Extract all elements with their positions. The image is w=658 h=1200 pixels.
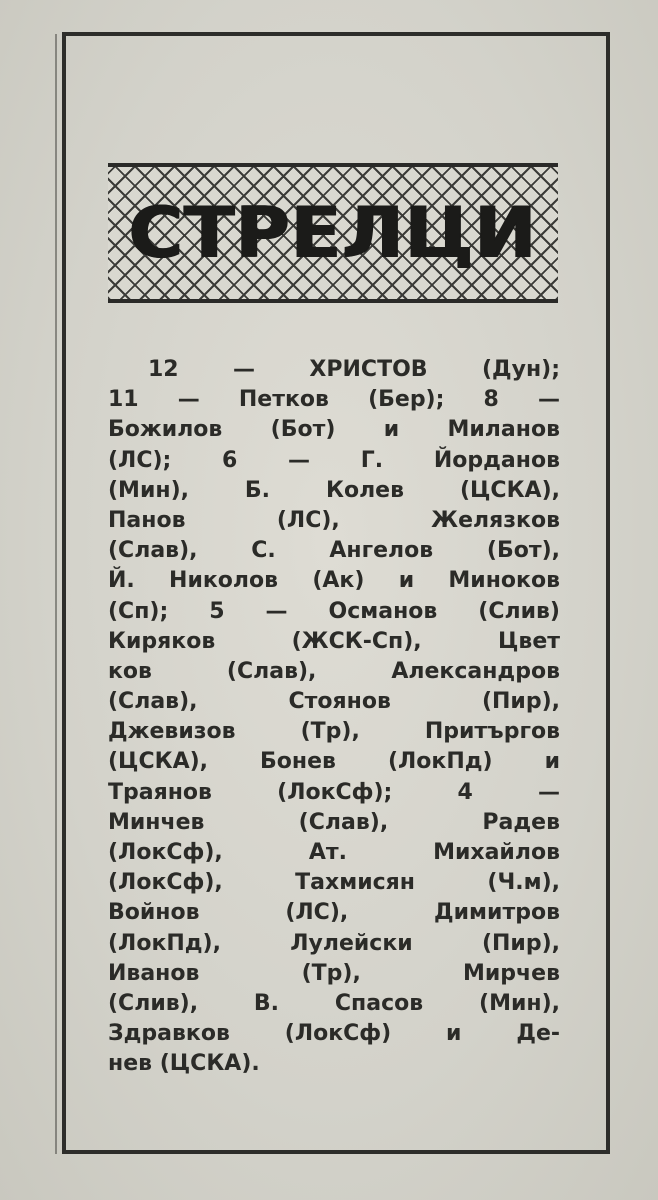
article-line: (Сп); 5 — Османов (Слив)	[108, 598, 560, 624]
article-line: нев (ЦСКА).	[108, 1051, 260, 1077]
article-line: (ЛокСф), Ат. Михайлов	[108, 840, 560, 865]
article-line: Й. Николов (Ак) и Миноков	[108, 568, 560, 594]
article-line: (ЦСКА), Бонев (ЛокПд) и	[108, 749, 560, 775]
article-line: (ЛС); 6 — Г. Йорданов	[108, 447, 560, 473]
article-line: (Слив), В. Спасов (Мин),	[108, 990, 560, 1016]
article-line: ков (Слав), Александров	[108, 658, 560, 684]
article-line: Войнов (ЛС), Димитров	[108, 900, 560, 926]
article-line: Джевизов (Тр), Притъргов	[108, 719, 560, 745]
article-line: Минчев (Слав), Радев	[108, 809, 560, 835]
article-line: (ЛокПд), Лулейски (Пир),	[108, 930, 560, 956]
article-line: 12 — ХРИСТОВ (Дун);	[148, 357, 560, 382]
crosshatch-header-banner	[108, 163, 558, 303]
frame-shadow-line	[55, 34, 57, 1154]
article-line: (ЛокСф), Тахмисян (Ч.м),	[108, 870, 560, 896]
article-line: Киряков (ЖСК-Сп), Цвет	[108, 628, 560, 654]
page-title: СТРЕЛЦИ	[128, 192, 538, 274]
article-line: Иванов (Тр), Мирчев	[108, 960, 560, 986]
article-line: (Мин), Б. Колев (ЦСКА),	[108, 477, 560, 503]
article-line: Траянов (ЛокСф); 4 —	[108, 779, 560, 805]
article-line: 11 — Петков (Бер); 8 —	[108, 387, 560, 413]
article-line: (Слав), С. Ангелов (Бот),	[108, 538, 560, 564]
article-line: Здравков (ЛокСф) и Де-	[108, 1021, 560, 1047]
article-line: Панов (ЛС), Желязков	[108, 507, 560, 533]
scorers-article	[108, 355, 560, 1080]
article-line: (Слав), Стоянов (Пир),	[108, 689, 560, 715]
article-line: Божилов (Бот) и Миланов	[108, 417, 560, 443]
